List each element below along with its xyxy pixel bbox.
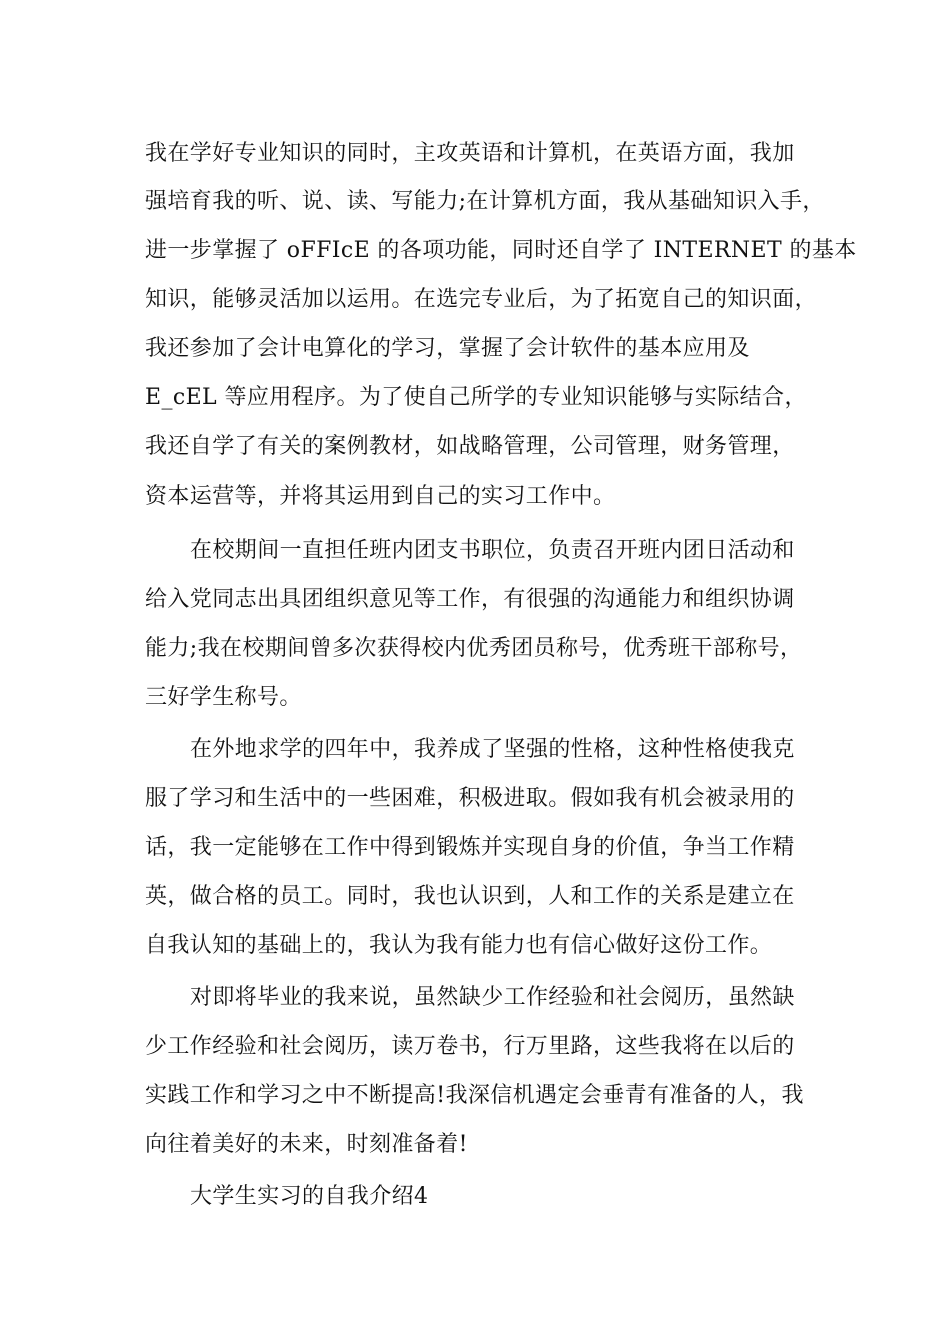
paragraph-1-line-4: 知识，能够灵活加以运用。在选完专业后，为了拓宽自己的知识面， — [145, 287, 818, 312]
paragraph-2-line-2: 给入党同志出具团组织意见等工作，有很强的沟通能力和组织协调 — [145, 587, 795, 612]
paragraph-3-line-2: 服了学习和生活中的一些困难，积极进取。假如我有机会被录用的 — [145, 786, 795, 811]
paragraph-2-line-3: 能力;我在校期间曾多次获得校内优秀团员称号，优秀班干部称号， — [145, 636, 803, 661]
paragraph-1-line-2: 强培育我的听、说、读、写能力;在计算机方面，我从基础知识入手， — [145, 189, 825, 214]
paragraph-3-line-1: 在外地求学的四年中，我养成了坚强的性格，这种性格使我克 — [190, 737, 795, 762]
paragraph-1-line-6: E_cEL 等应用程序。为了使自己所学的专业知识能够与实际结合， — [145, 385, 807, 410]
paragraph-4-line-4: 向往着美好的未来，时刻准备着! — [145, 1132, 468, 1157]
section-heading: 大学生实习的自我介绍4 — [190, 1184, 429, 1209]
paragraph-3-line-3: 话，我一定能够在工作中得到锻炼并实现自身的价值，争当工作精 — [145, 835, 795, 860]
paragraph-1-line-1: 我在学好专业知识的同时，主攻英语和计算机，在英语方面，我加 — [145, 141, 795, 166]
paragraph-1-line-7: 我还自学了有关的案例教材，如战略管理，公司管理，财务管理， — [145, 434, 795, 459]
paragraph-3-line-5: 自我认知的基础上的，我认为我有能力也有信心做好这份工作。 — [145, 933, 773, 958]
paragraph-2-line-1: 在校期间一直担任班内团支书职位，负责召开班内团日活动和 — [190, 538, 795, 563]
paragraph-1-line-3: 进一步掌握了 oFFIcE 的各项功能，同时还自学了 INTERNET 的基本 — [145, 238, 857, 263]
paragraph-4-line-2: 少工作经验和社会阅历，读万卷书，行万里路，这些我将在以后的 — [145, 1034, 795, 1059]
paragraph-3-line-4: 英，做合格的员工。同时，我也认识到，人和工作的关系是建立在 — [145, 884, 795, 909]
paragraph-1-line-8: 资本运营等，并将其运用到自己的实习工作中。 — [145, 484, 616, 509]
paragraph-4-line-1: 对即将毕业的我来说，虽然缺少工作经验和社会阅历，虽然缺 — [190, 985, 795, 1010]
paragraph-1-line-5: 我还参加了会计电算化的学习，掌握了会计软件的基本应用及 — [145, 336, 750, 361]
paragraph-4-line-3: 实践工作和学习之中不断提高!我深信机遇定会垂青有准备的人，我 — [145, 1083, 804, 1108]
paragraph-2-line-4: 三好学生称号。 — [145, 685, 302, 710]
